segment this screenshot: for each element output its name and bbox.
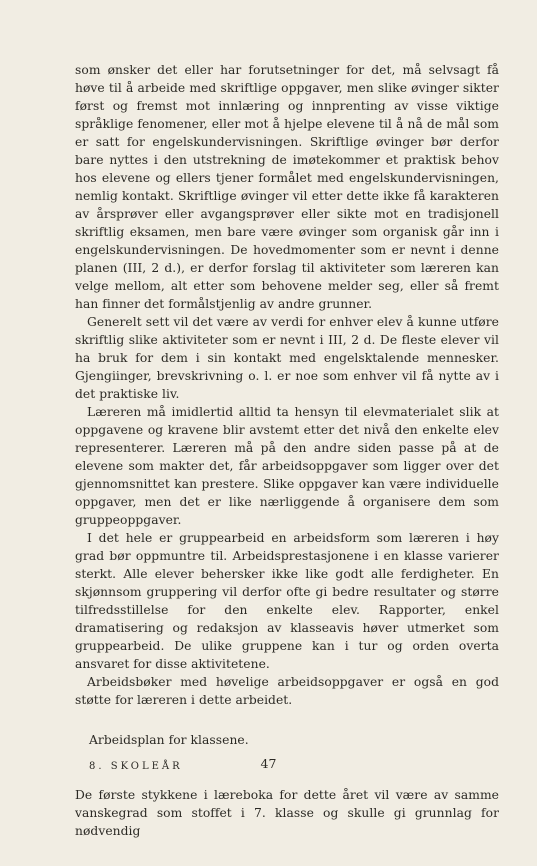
section-number: 8. [89, 761, 105, 772]
paragraph-5: Arbeidsbøker med høvelige arbeidsoppgaver er også en god støtte for læreren i dette arbeidet. [75, 675, 499, 707]
page-number: 47 [260, 756, 277, 771]
paragraph-1: som ønsker det eller har forutsetninger for det, må selvsagt få høve til å arbeide med skriftlige oppgaver, men slike øvinger sikter først og fremst mot innlæring og innprenting av visse viktige språklige fenomener, eller mot å hjelpe elevene til å nå de mål som er satt for engelskundervisningen. Skriftlige øvinger bør derfor bare nyttes i den utstrekning de imøtekommer et praktisk behov hos elevene og ellers tjener formålet med engelskundervisningen, nemlig kontakt. Skriftlige øvinger vil etter dette ikke få karakteren av årsprøver eller avgangsprøver eller sikte mot en tradisjonell skriftlig eksamen, men bare være øvinger som organisk går inn i engelskundervisningen. De hovedmomenter som er nevnt i denne planen (III, 2 d.), er derfor forslag til aktiviteter som læreren kan velge mellom, alt etter som behovene melder seg, eller så fremt han finner det formålstjenlig av andre grunner. [75, 63, 499, 311]
section-paragraph: De første stykkene i læreboka for dette året vil være av samme vanskegrad som stoffet i 7. klasse og skulle gi grunnlag for nødvendig [75, 788, 499, 838]
paragraph-2: Generelt sett vil det være av verdi for enhver elev å kunne utføre skriftlig slike aktiviteter som er nevnt i III, 2 d. De fleste elever vil ha bruk for dem i sin kontakt med engelsktalende mennesker. Gjengiinger, brevskrivning o. l. er noe som enhver vil få nytte av i det praktiske liv. [75, 315, 499, 401]
section-title: SKOLEÅR [110, 761, 183, 772]
page-body [75, 61, 499, 840]
section-heading: Arbeidsplan for klassene. [89, 733, 249, 747]
paragraph-3: Læreren må imidlertid alltid ta hensyn til elevmaterialet slik at oppgavene og kravene blir avstemt etter det nivå den enkelte elev representerer. Læreren må på den andre siden passe på at de elevene som makter det, får arbeidsoppgaver som ligger over det gjennomsnittet kan prestere. Slike oppgaver kan være individuelle oppgaver, men det er like nærliggende å organisere dem som gruppeoppgaver. [75, 405, 499, 527]
paragraph-4: I det hele er gruppearbeid en arbeidsform som læreren i høy grad bør oppmuntre til. Arbeidsprestasjonene i en klasse varierer sterkt. Alle elever behersker ikke like godt alle ferdigheter. En skjønnsom gruppering vil derfor ofte gi bedre resultater og større tilfredsstillelse for den enkelte elev. Rapporter, enkel dramatisering og redaksjon av klasseavis høver utmerket som gruppearbeid. De ulike gruppene kan i tur og orden overta ansvaret for disse aktivitetene. [75, 531, 499, 671]
